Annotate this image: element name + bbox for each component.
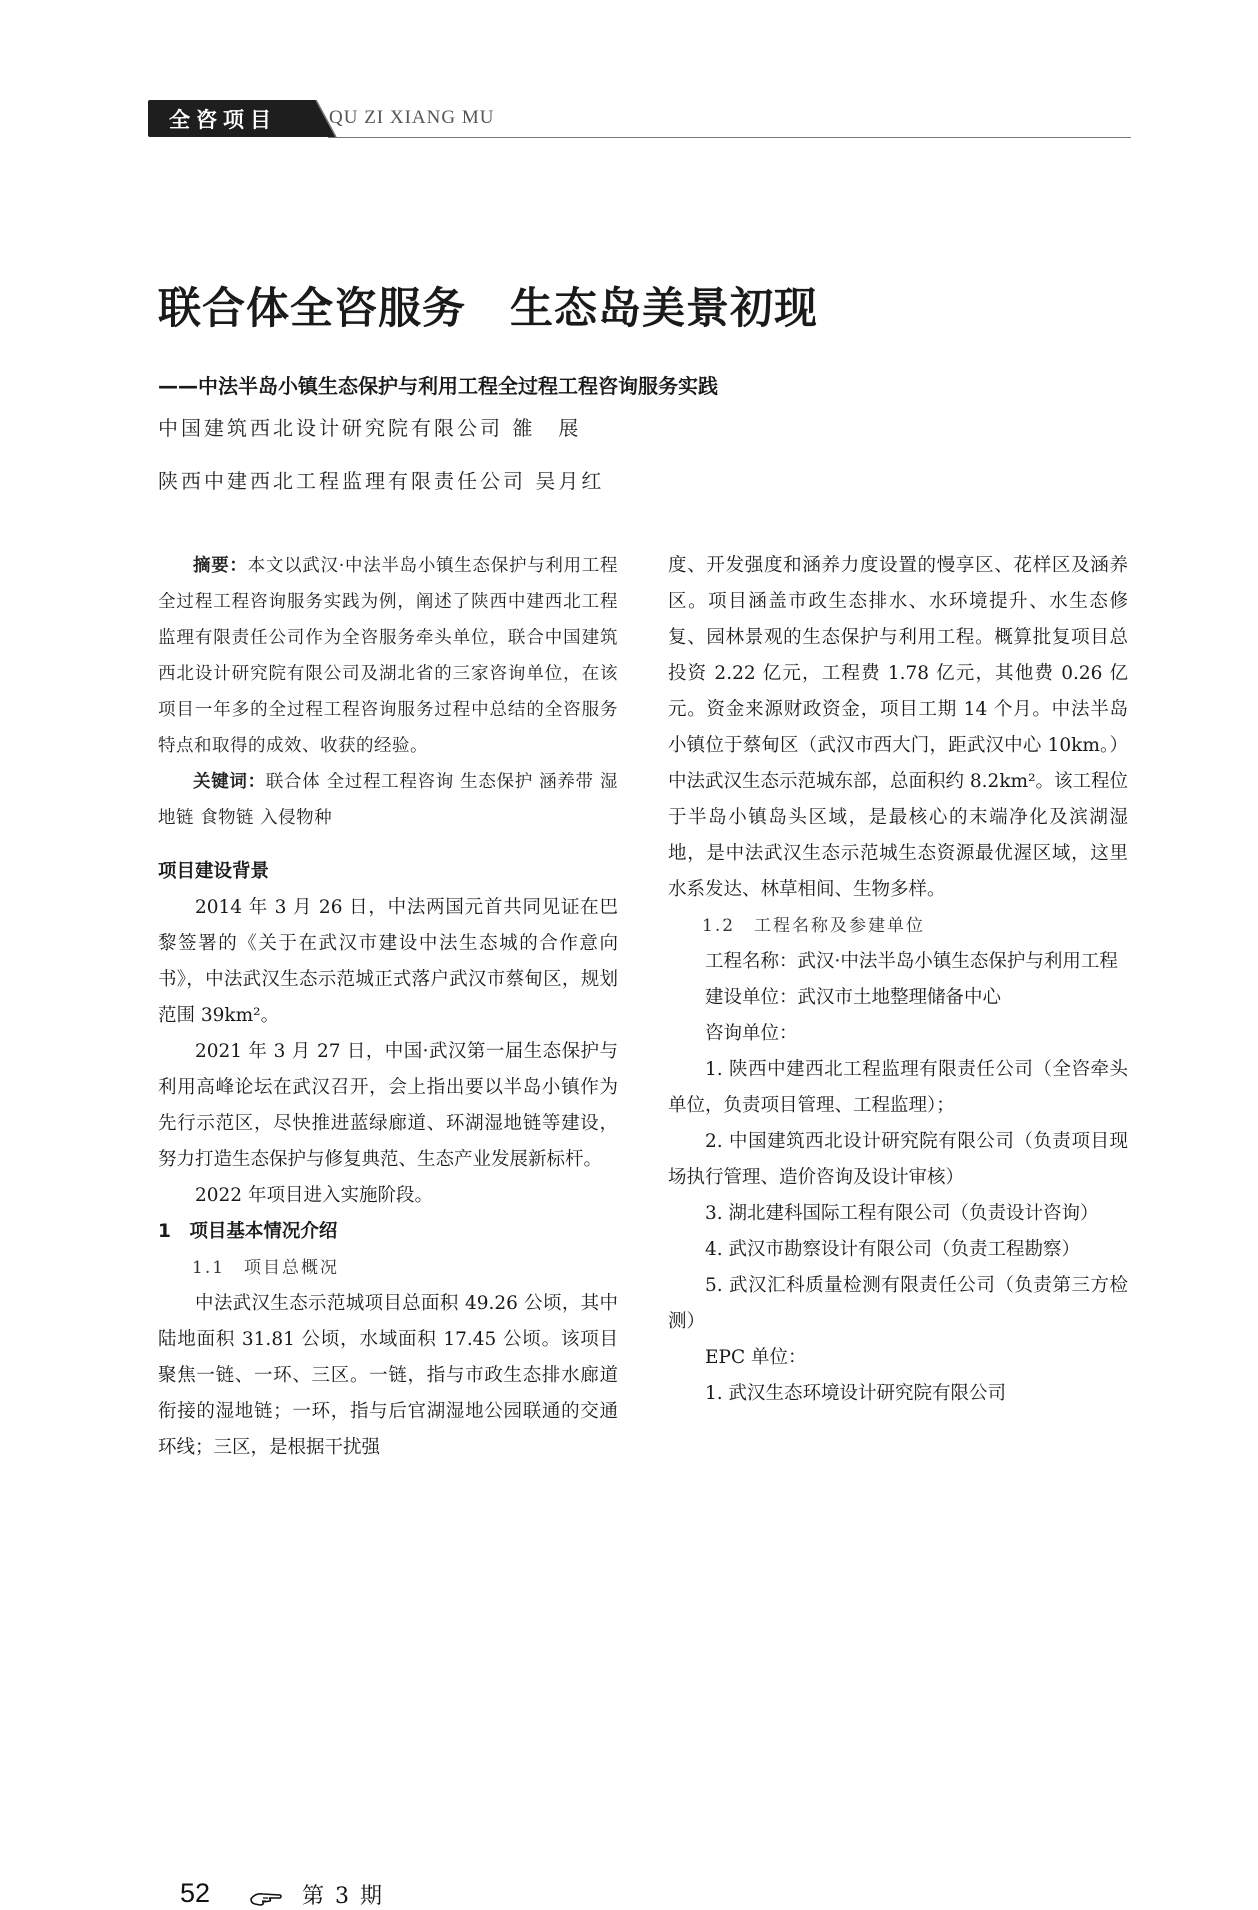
keywords-label: 关键词： — [193, 772, 266, 792]
project-name: 工程名称：武汉·中法半岛小镇生态保护与利用工程 — [705, 951, 1118, 972]
author-line: 中国建筑西北设计研究院有限公司 雒 展 — [158, 416, 582, 440]
owner-unit: 建设单位：武汉市土地整理储备中心 — [705, 987, 1002, 1008]
consultant-item: 4. 武汉市勘察设计有限公司（负责工程勘察） — [705, 1239, 1081, 1260]
abstract-label: 摘要： — [193, 556, 248, 576]
abstract-text: 本文以武汉·中法半岛小镇生态保护与利用工程全过程工程咨询服务实践为例，阐述了陕西中建西北工程监理有限责任公司作为全咨服务牵头单位，联合中国建筑西北设计研究院有限公司及湖北省的三家咨询单位，在该项目一年多的全过程工程咨询服务过程中总结的全咨服务特点和取得的成效、收获的经验。 — [158, 556, 619, 756]
epc-label: EPC 单位： — [705, 1347, 807, 1368]
consultant-item: 3. 湖北建科国际工程有限公司（负责设计咨询） — [705, 1203, 1099, 1224]
pointing-hand-icon — [249, 1890, 283, 1908]
section-pinyin: QU ZI XIANG MU — [329, 107, 495, 128]
paragraph-continued: 度、开发强度和涵养力度设置的慢享区、花样区及涵养区。项目涵盖市政生态排水、水环境提升、水生态修复、园林景观的生态保护与利用工程。概算批复项目总投资 2.22 亿元，工程费 1.78 亿元，其他费 0.26 亿元。资金来源财政资金，项目工期 14 个月。中法半岛小镇位于蔡甸区（武汉市西大门，距武汉中心 10km。）中法武汉生态示范城东部，总面积约 8.2km²。该工程位于半岛小镇岛头区域，是最核心的末端净化及滨湖湿地，是中法武汉生态示范城生态资源最优渥区域，这里水系发达、林草相间、生物多样。 — [668, 555, 1128, 900]
running-header — [148, 100, 1131, 144]
subsection-heading-1-1: 1.1 项目总概况 — [192, 1258, 340, 1278]
paragraph: 2021 年 3 月 27 日，中国·武汉第一届生态保护与利用高峰论坛在武汉召开，会上指出要以半岛小镇作为先行示范区，尽快推进蓝绿廊道、环湖湿地链等建设，努力打造生态保护与修复典范、生态产业发展新标杆。 — [158, 1041, 618, 1170]
paragraph: 2022 年项目进入实施阶段。 — [195, 1185, 433, 1206]
abstract — [158, 548, 618, 764]
right-column — [668, 548, 1128, 1412]
keywords-text: 联合体 全过程工程咨询 生态保护 涵养带 湿地链 食物链 入侵物种 — [158, 772, 619, 828]
page-number: 52 — [180, 1878, 211, 1908]
epc-item: 1. 武汉生态环境设计研究院有限公司 — [705, 1383, 1007, 1404]
article-subtitle: ——中法半岛小镇生态保护与利用工程全过程工程咨询服务实践 — [158, 374, 718, 398]
section-heading-1: 1 项目基本情况介绍 — [158, 1221, 338, 1242]
section-tab: 全咨项目 — [148, 100, 298, 137]
author-line: 陕西中建西北工程监理有限责任公司 吴月红 — [158, 469, 605, 493]
paragraph: 中法武汉生态示范城项目总面积 49.26 公顷，其中陆地面积 31.81 公顷，水域面积 17.45 公顷。该项目聚焦一链、一环、三区。一链，指与市政生态排水廊道衔接的湿地链；一环，指与后官湖湿地公园联通的交通环线；三区，是根据干扰强 — [158, 1293, 618, 1458]
consultant-item: 5. 武汉汇科质量检测有限责任公司（负责第三方检测） — [668, 1275, 1128, 1332]
section-heading-background: 项目建设背景 — [158, 861, 270, 882]
paragraph: 2014 年 3 月 26 日，中法两国元首共同见证在巴黎签署的《关于在武汉市建设中法生态城的合作意向书》，中法武汉生态示范城正式落户武汉市蔡甸区，规划范围 39km²。 — [158, 897, 618, 1026]
issue-number: 第 3 期 — [302, 1884, 384, 1909]
header-rule — [328, 137, 1131, 138]
consultant-item: 2. 中国建筑西北设计研究院有限公司（负责项目现场执行管理、造价咨询及设计审核） — [668, 1131, 1128, 1188]
subsection-heading-1-2: 1.2 工程名称及参建单位 — [702, 916, 926, 936]
consultants-label: 咨询单位： — [705, 1023, 798, 1044]
left-column — [158, 548, 618, 1466]
consultant-item: 1. 陕西中建西北工程监理有限责任公司（全咨牵头单位，负责项目管理、工程监理）； — [668, 1059, 1128, 1116]
article-title: 联合体全咨服务 生态岛美景初现 — [158, 284, 818, 334]
keywords — [158, 764, 618, 836]
